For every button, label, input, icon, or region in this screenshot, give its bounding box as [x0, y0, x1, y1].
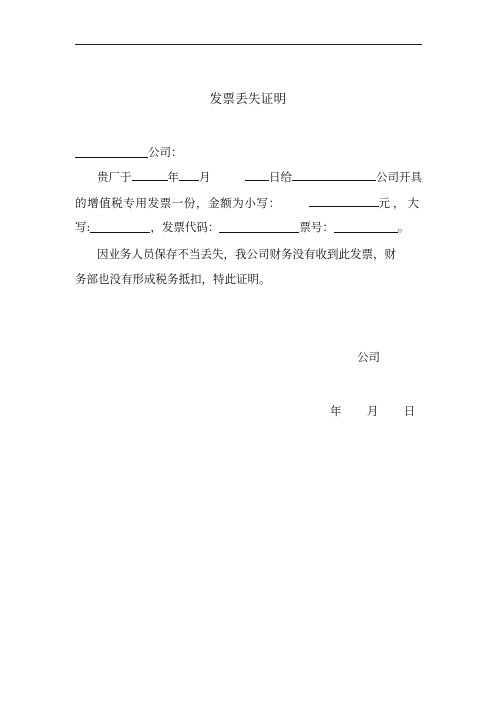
para1-line3: [75, 219, 422, 235]
para1-text-month: 月: [199, 170, 211, 184]
para2-line1: 因业务人员保存不当丢失，我公司财务没有收到此发票，财: [97, 247, 396, 261]
para1-text-yuan: 元，大: [378, 196, 422, 210]
date-day: 日: [403, 404, 416, 418]
year-blank: [132, 168, 168, 181]
para1-text-year: 年: [167, 170, 179, 184]
para1-text-number: 票号：: [299, 220, 334, 234]
salutation-suffix: 公司：: [148, 145, 183, 159]
day-blank: [245, 168, 269, 181]
para1-text-kaiju: 公司开具: [376, 170, 422, 184]
para2-line2: 务部也没有形成税务抵扣，特此证明。: [75, 272, 271, 286]
invoice-code-blank: [219, 220, 299, 233]
para1-line1: [75, 168, 422, 185]
invoice-number-blank: [334, 220, 398, 233]
para1-line2: [75, 194, 422, 211]
header-rule: [75, 44, 422, 45]
date-month: 月: [366, 404, 379, 418]
signature-company: 公司: [357, 350, 380, 364]
para1-text-code: ，发票代码：: [150, 220, 220, 234]
para1-text-guichang: 贵厂于: [97, 170, 132, 184]
amount-upper-blank: [90, 220, 150, 233]
issuer-company-blank: [292, 168, 376, 181]
company-name-blank: [75, 145, 148, 158]
document-title: 发票丢失证明: [209, 91, 287, 106]
para1-text-rigei: 日给: [269, 170, 292, 184]
para1-text-invoice: 的增值税专用发票一份，金额为小写：: [75, 196, 281, 210]
para1-text-xie: 写:: [75, 220, 91, 234]
date-year: 年: [330, 404, 342, 418]
para1-text-period: 。: [397, 220, 410, 234]
salutation-line: [75, 144, 422, 160]
amount-lower-blank: [309, 194, 379, 207]
signature-date: [330, 403, 415, 419]
month-blank: [179, 168, 199, 181]
